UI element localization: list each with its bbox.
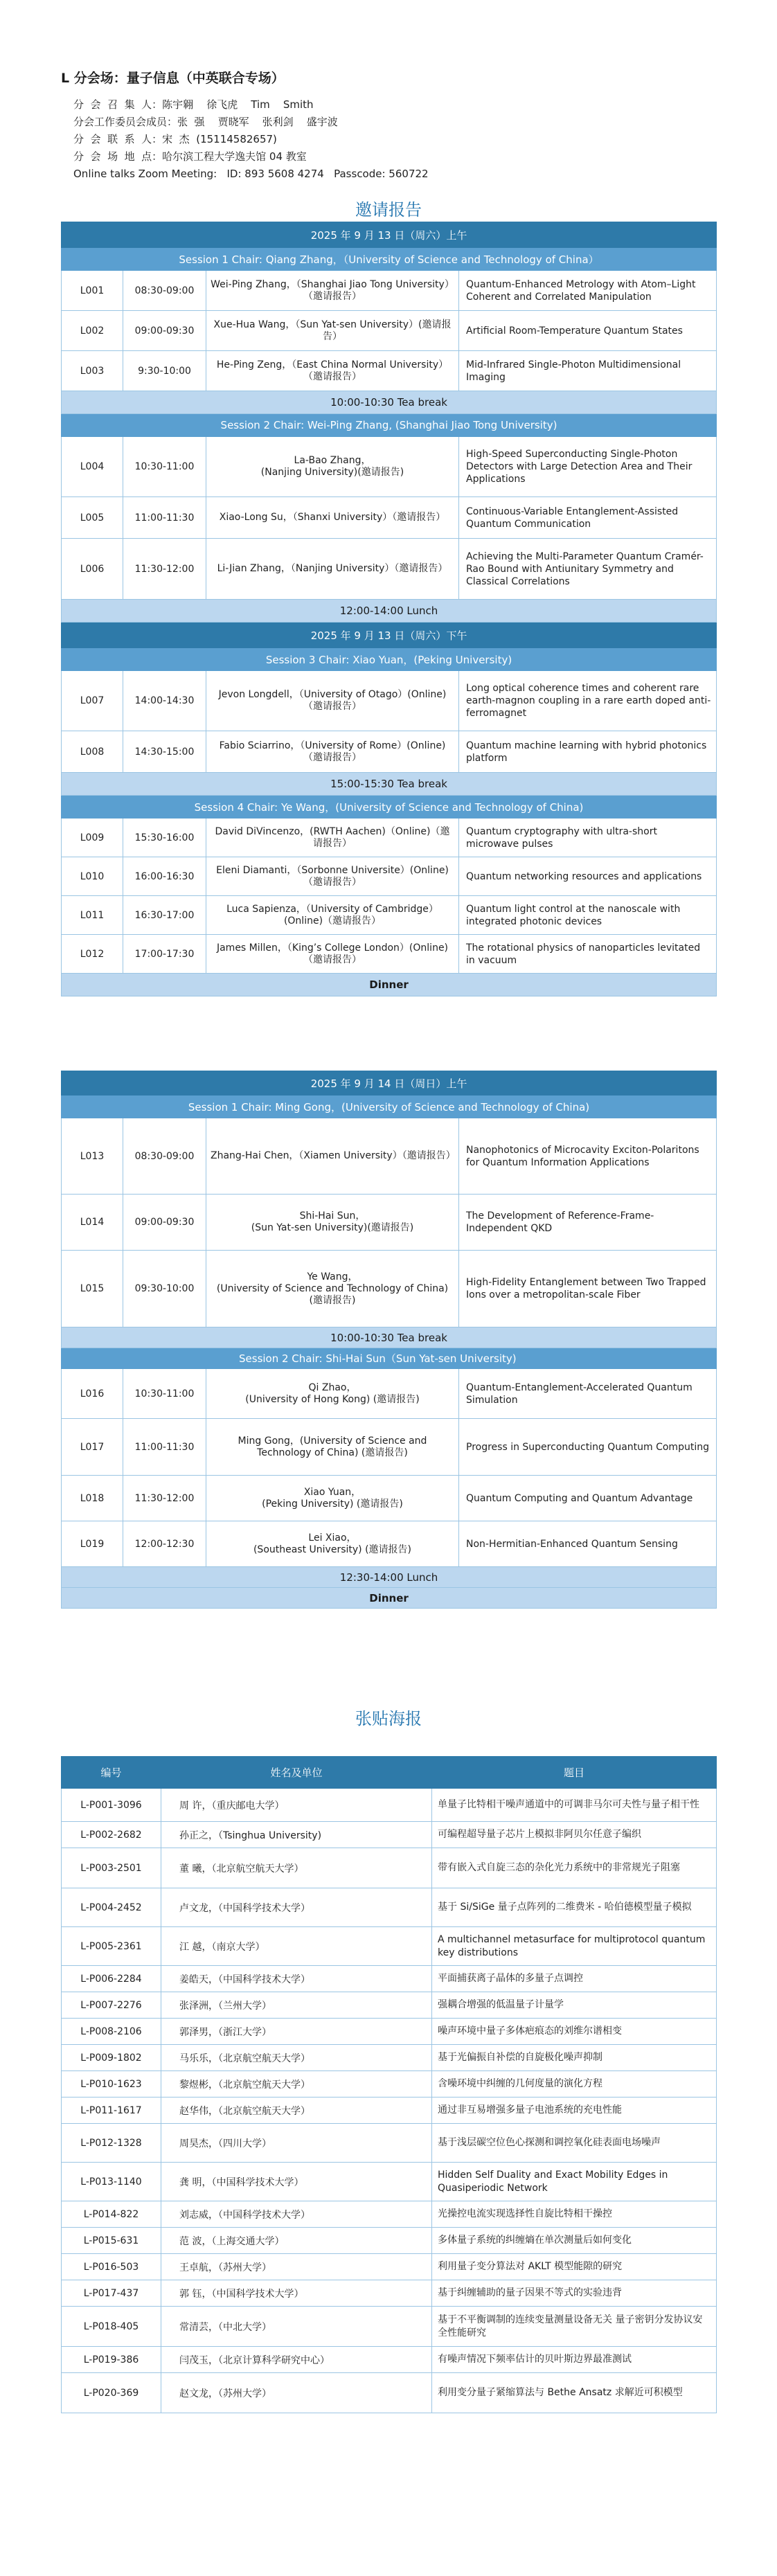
break-text: 10:00-10:30 Tea break: [62, 1327, 717, 1348]
table-row: [62, 1927, 717, 1966]
poster-title: 带有嵌入式自旋三态的杂化光力系统中的非常规光子阻塞: [432, 1848, 717, 1888]
poster-title: 平面捕获离子晶体的多量子点调控: [432, 1966, 717, 1992]
poster-author: 孙正之，（Tsinghua University): [161, 1822, 432, 1848]
dinner-row: [62, 974, 717, 996]
poster-id: L-P013-1140: [62, 2163, 161, 2201]
talk-speaker: Xue-Hua Wang，（Sun Yat-sen University）(邀请报告）: [206, 311, 459, 351]
tea-break-row: [62, 1327, 717, 1348]
lunch-row: [62, 600, 717, 623]
talk-speaker: James Millen，（King’s College London）(Online)（邀请报告）: [206, 935, 459, 974]
talk-title: The rotational physics of nanoparticles levitated in vacuum: [459, 935, 717, 974]
poster-title: 噪声环境中量子多体疤痕态的刘维尔谱相变: [432, 2019, 717, 2045]
poster-title: 基于纠缠辅助的量子因果不等式的实验违背: [432, 2280, 717, 2307]
table-row: [62, 935, 717, 974]
table-row: [62, 2228, 717, 2254]
poster-title: 基于浅层碳空位色心探测和调控氧化硅表面电场噪声: [432, 2124, 717, 2163]
talk-title: Quantum Computing and Quantum Advantage: [459, 1476, 717, 1521]
talk-time: 12:00-12:30: [123, 1521, 206, 1567]
talk-title: Quantum machine learning with hybrid photonics platform: [459, 731, 717, 773]
table-row: [62, 2254, 717, 2280]
schedule-day2-table: [61, 1071, 717, 1609]
header-line-committee: 分会工作委员会成员：张 强 贾晓军 张利剑 盛宇波: [73, 116, 338, 128]
break-text: 15:00-15:30 Tea break: [62, 773, 717, 796]
talk-speaker: Ming Gong，(University of Science and Technology of China) (邀请报告): [206, 1419, 459, 1476]
table-row: [62, 2280, 717, 2307]
talk-title: Artificial Room-Temperature Quantum States: [459, 311, 717, 351]
poster-title: 利用量子变分算法对 AKLT 模型能隙的研究: [432, 2254, 717, 2280]
talk-title: Nanophotonics of Microcavity Exciton-Polaritons for Quantum Information Applications: [459, 1118, 717, 1195]
talk-id: L009: [62, 819, 123, 857]
poster-title: 利用变分量子紧缩算法与 Bethe Ansatz 求解近可积模型: [432, 2373, 717, 2413]
poster-id: L-P012-1328: [62, 2124, 161, 2163]
table-row: [62, 2163, 717, 2201]
table-row: [62, 2124, 717, 2163]
talk-time: 11:30-12:00: [123, 539, 206, 600]
poster-author: 黎煜彬，（北京航空航天大学）: [161, 2071, 432, 2098]
day-header-text: 2025 年 9 月 14 日（周日）上午: [62, 1071, 717, 1095]
talk-time: 09:00-09:30: [123, 311, 206, 351]
poster-title: 基于 Si/SiGe 量子点阵列的二维费米 - 哈伯德模型量子模拟: [432, 1888, 717, 1927]
talk-title: High-Speed Superconducting Single-Photon Detectors with Large Detection Area and Their Applications: [459, 437, 717, 497]
table-row: [62, 1369, 717, 1419]
table-row: [62, 311, 717, 351]
talk-id: L016: [62, 1369, 123, 1419]
day-header-pm: [62, 623, 717, 648]
poster-id: L-P007-2276: [62, 1992, 161, 2019]
lunch-text: 12:30-14:00 Lunch: [62, 1567, 717, 1588]
column-header-id: 编号: [62, 1757, 161, 1789]
talk-speaker: Zhang-Hai Chen，（Xiamen University）（邀请报告）: [206, 1118, 459, 1195]
talk-title: Quantum-Entanglement-Accelerated Quantum Simulation: [459, 1369, 717, 1419]
talk-speaker: Xiao Yuan， (Peking University) (邀请报告): [206, 1476, 459, 1521]
talk-speaker: Luca Sapienza，（University of Cambridge）(Online)（邀请报告）: [206, 896, 459, 935]
poster-title: 基于不平衡调制的连续变量测量设备无关 量子密钥分发协议安全性能研究: [432, 2307, 717, 2347]
talk-time: 10:30-11:00: [123, 1369, 206, 1419]
talk-speaker: Xiao-Long Su，（Shanxi University）（邀请报告）: [206, 497, 459, 539]
poster-table: [61, 1756, 717, 2413]
talk-speaker: La-Bao Zhang， (Nanjing University)(邀请报告): [206, 437, 459, 497]
poster-author: 赵文龙，（苏州大学）: [161, 2373, 432, 2413]
talk-id: L007: [62, 671, 123, 731]
tea-break-row: [62, 773, 717, 796]
table-row: [62, 1419, 717, 1476]
poster-author: 马乐乐，（北京航空航天大学）: [161, 2045, 432, 2071]
session-chair-text: Session 1 Chair: Qiang Zhang，（University of Science and Technology of China）: [62, 248, 717, 271]
table-row: [62, 1195, 717, 1251]
poster-author: 郭 钰，（中国科学技术大学）: [161, 2280, 432, 2307]
talk-time: 15:30-16:00: [123, 819, 206, 857]
talk-title: Mid-Infrared Single-Photon Multidimensional Imaging: [459, 351, 717, 391]
poster-author: 张泽洲，（兰州大学）: [161, 1992, 432, 2019]
poster-author: 周 许，（重庆邮电大学）: [161, 1789, 432, 1822]
talk-time: 16:30-17:00: [123, 896, 206, 935]
table-row: [62, 2098, 717, 2124]
talk-title: High-Fidelity Entanglement between Two Trapped Ions over a metropolitan-scale Fiber: [459, 1251, 717, 1327]
talk-id: L002: [62, 311, 123, 351]
talk-time: 14:30-15:00: [123, 731, 206, 773]
conference-header: [61, 68, 726, 183]
poster-id: L-P008-2106: [62, 2019, 161, 2045]
talk-speaker: Shi-Hai Sun， (Sun Yat-sen University)(邀请报告): [206, 1195, 459, 1251]
poster-id: L-P016-503: [62, 2254, 161, 2280]
talk-speaker: Ye Wang， (University of Science and Technology of China)(邀请报告): [206, 1251, 459, 1327]
talk-id: L005: [62, 497, 123, 539]
table-row: [62, 2019, 717, 2045]
talk-title: Quantum light control at the nanoscale with integrated photonic devices: [459, 896, 717, 935]
talk-title: Continuous-Variable Entanglement-Assisted Quantum Communication: [459, 497, 717, 539]
table-row: [62, 2307, 717, 2347]
session-row: [62, 414, 717, 437]
table-row: [62, 437, 717, 497]
poster-author: 范 波，（上海交通大学）: [161, 2228, 432, 2254]
talk-title: Quantum-Enhanced Metrology with Atom–Light Coherent and Correlated Manipulation: [459, 271, 717, 311]
dinner-text: Dinner: [62, 1588, 717, 1609]
talk-title: Long optical coherence times and coherent rare earth-magnon coupling in a rare earth doped anti-ferromagnet: [459, 671, 717, 731]
poster-id: L-P014-822: [62, 2201, 161, 2228]
poster-id: L-P017-437: [62, 2280, 161, 2307]
poster-title: A multichannel metasurface for multiprotocol quantum key distributions: [432, 1927, 717, 1966]
talk-title: Achieving the Multi-Parameter Quantum Cramér-Rao Bound with Antiunitary Symmetry and Classical Correlations: [459, 539, 717, 600]
poster-title: 通过非互易增强多量子电池系统的充电性能: [432, 2098, 717, 2124]
poster-section-title: 张贴海报: [355, 1709, 422, 1728]
day-header-text: 2025 年 9 月 13 日（周六）下午: [62, 623, 717, 648]
table-row: [62, 1476, 717, 1521]
table-row: [62, 671, 717, 731]
table-row: [62, 2045, 717, 2071]
talk-time: 11:00-11:30: [123, 497, 206, 539]
talk-id: L001: [62, 271, 123, 311]
talk-speaker: Fabio Sciarrino，（University of Rome）(Online)（邀请报告）: [206, 731, 459, 773]
session-row: [62, 796, 717, 819]
session-chair-text: Session 2 Chair: Wei-Ping Zhang, (Shanghai Jiao Tong University): [62, 414, 717, 437]
header-line-contact: 分 会 联 系 人：宋 杰 (15114582657): [73, 133, 277, 145]
table-row: [62, 1822, 717, 1848]
poster-author: 姜皓天，（中国科学技术大学）: [161, 1966, 432, 1992]
talk-id: L008: [62, 731, 123, 773]
talk-id: L010: [62, 857, 123, 896]
talk-time: 10:30-11:00: [123, 437, 206, 497]
table-row: [62, 819, 717, 857]
session-row: [62, 1348, 717, 1369]
talk-title: Progress in Superconducting Quantum Computing: [459, 1419, 717, 1476]
dinner-text: Dinner: [62, 974, 717, 996]
poster-author: 常清芸，（中北大学）: [161, 2307, 432, 2347]
poster-title: 强耦合增强的低温量子计量学: [432, 1992, 717, 2019]
dinner-row: [62, 1588, 717, 1609]
talk-title: Quantum networking resources and applications: [459, 857, 717, 896]
invited-talks-title: 邀请报告: [355, 200, 422, 220]
session-chair-text: Session 4 Chair: Ye Wang，(University of Science and Technology of China): [62, 796, 717, 819]
poster-title: 单量子比特相干噪声通道中的可调非马尔可夫性与量子相干性: [432, 1789, 717, 1822]
talk-speaker: Lei Xiao， (Southeast University) (邀请报告): [206, 1521, 459, 1567]
poster-id: L-P015-631: [62, 2228, 161, 2254]
table-row: [62, 2347, 717, 2373]
day-header-am: [62, 1071, 717, 1095]
poster-title: 有噪声情况下频率估计的贝叶斯边界最准测试: [432, 2347, 717, 2373]
talk-time: 08:30-09:00: [123, 1118, 206, 1195]
talk-speaker: Qi Zhao， (University of Hong Kong) (邀请报告): [206, 1369, 459, 1419]
poster-author: 闫茂玉，（北京计算科学研究中心）: [161, 2347, 432, 2373]
poster-id: L-P004-2452: [62, 1888, 161, 1927]
poster-title: 基于光偏振自补偿的自旋极化噪声抑制: [432, 2045, 717, 2071]
talk-speaker: Eleni Diamanti，（Sorbonne Universite）(Online)（邀请报告）: [206, 857, 459, 896]
talk-id: L019: [62, 1521, 123, 1567]
talk-time: 14:00-14:30: [123, 671, 206, 731]
column-header-title: 题目: [432, 1757, 717, 1789]
table-row: [62, 1118, 717, 1195]
table-row: [62, 271, 717, 311]
poster-id: L-P011-1617: [62, 2098, 161, 2124]
poster-id: L-P006-2284: [62, 1966, 161, 1992]
talk-id: L018: [62, 1476, 123, 1521]
table-row: [62, 1992, 717, 2019]
day-header-text: 2025 年 9 月 13 日（周六）上午: [62, 222, 717, 248]
poster-id: L-P003-2501: [62, 1848, 161, 1888]
talk-id: L006: [62, 539, 123, 600]
talk-id: L003: [62, 351, 123, 391]
talk-speaker: Li-Jian Zhang，（Nanjing University）（邀请报告）: [206, 539, 459, 600]
poster-id: L-P002-2682: [62, 1822, 161, 1848]
lunch-row: [62, 1567, 717, 1588]
header-line-location: 分 会 场 地 点：哈尔滨工程大学逸夫馆 04 教室: [73, 150, 307, 163]
poster-title: 多体量子系统的纠缠熵在单次测量后如何变化: [432, 2228, 717, 2254]
table-row: [62, 1789, 717, 1822]
poster-title: Hidden Self Duality and Exact Mobility Edges in Quasiperiodic Network: [432, 2163, 717, 2201]
column-header-name: 姓名及单位: [161, 1757, 432, 1789]
poster-author: 郭泽男，（浙江大学）: [161, 2019, 432, 2045]
poster-id: L-P001-3096: [62, 1789, 161, 1822]
poster-id: L-P005-2361: [62, 1927, 161, 1966]
schedule-day1-table: [61, 222, 717, 996]
poster-author: 周昊杰，（四川大学）: [161, 2124, 432, 2163]
break-text: 10:00-10:30 Tea break: [62, 391, 717, 414]
table-row: [62, 896, 717, 935]
table-row: [62, 1521, 717, 1567]
talk-id: L014: [62, 1195, 123, 1251]
talk-time: 11:30-12:00: [123, 1476, 206, 1521]
poster-author: 赵华伟，（北京航空航天大学）: [161, 2098, 432, 2124]
talk-time: 11:00-11:30: [123, 1419, 206, 1476]
session-row: [62, 248, 717, 271]
table-row: [62, 1888, 717, 1927]
talk-time: 08:30-09:00: [123, 271, 206, 311]
poster-title: 可编程超导量子芯片上模拟非阿贝尔任意子编织: [432, 1822, 717, 1848]
poster-id: L-P010-1623: [62, 2071, 161, 2098]
talk-time: 9:30-10:00: [123, 351, 206, 391]
table-row: [62, 351, 717, 391]
header-line-conveners: 分 会 召 集 人：陈宇翱 徐飞虎 Tim Smith: [73, 98, 314, 111]
poster-title: 含噪环境中纠缠的几何度量的演化方程: [432, 2071, 717, 2098]
table-row: [62, 1966, 717, 1992]
session-row: [62, 1095, 717, 1118]
talk-time: 16:00-16:30: [123, 857, 206, 896]
talk-title: Non-Hermitian-Enhanced Quantum Sensing: [459, 1521, 717, 1567]
poster-author: 龚 明，（中国科学技术大学）: [161, 2163, 432, 2201]
table-row: [62, 2373, 717, 2413]
talk-id: L015: [62, 1251, 123, 1327]
poster-author: 江 越，（南京大学）: [161, 1927, 432, 1966]
talk-speaker: David DiVincenzo，(RWTH Aachen)（Online)（邀请报告）: [206, 819, 459, 857]
table-row: [62, 1251, 717, 1327]
talk-id: L004: [62, 437, 123, 497]
session-chair-text: Session 1 Chair: Ming Gong，(University of Science and Technology of China): [62, 1095, 717, 1118]
talk-time: 09:30-10:00: [123, 1251, 206, 1327]
header-line-zoom: Online talks Zoom Meeting: ID: 893 5608 4274 Passcode: 560722: [73, 168, 429, 180]
day-header-am: [62, 222, 717, 248]
poster-id: L-P020-369: [62, 2373, 161, 2413]
talk-time: 17:00-17:30: [123, 935, 206, 974]
talk-title: Quantum cryptography with ultra-short microwave pulses: [459, 819, 717, 857]
lunch-text: 12:00-14:00 Lunch: [62, 600, 717, 623]
table-row: [62, 1848, 717, 1888]
poster-id: L-P019-386: [62, 2347, 161, 2373]
tea-break-row: [62, 391, 717, 414]
table-row: [62, 857, 717, 896]
talk-speaker: Wei-Ping Zhang，（Shanghai Jiao Tong University）（邀请报告）: [206, 271, 459, 311]
talk-title: The Development of Reference-Frame-Independent QKD: [459, 1195, 717, 1251]
talk-speaker: Jevon Longdell，（University of Otago）(Online)（邀请报告）: [206, 671, 459, 731]
poster-id: L-P018-405: [62, 2307, 161, 2347]
talk-id: L013: [62, 1118, 123, 1195]
table-row: [62, 497, 717, 539]
poster-id: L-P009-1802: [62, 2045, 161, 2071]
table-row: [62, 731, 717, 773]
poster-author: 王卓航，（苏州大学）: [161, 2254, 432, 2280]
poster-header-row: [62, 1757, 717, 1789]
table-row: [62, 539, 717, 600]
poster-title: 光操控电流实现选择性自旋比特相干操控: [432, 2201, 717, 2228]
talk-speaker: He-Ping Zeng，（East China Normal University）（邀请报告）: [206, 351, 459, 391]
talk-id: L012: [62, 935, 123, 974]
talk-id: L011: [62, 896, 123, 935]
session-chair-text: Session 2 Chair: Shi-Hai Sun（Sun Yat-sen University): [62, 1348, 717, 1369]
table-row: [62, 2201, 717, 2228]
poster-author: 卢文龙，（中国科学技术大学）: [161, 1888, 432, 1927]
session-venue-title: L 分会场：量子信息（中英联合专场）: [61, 71, 285, 86]
poster-author: 刘志威，（中国科学技术大学）: [161, 2201, 432, 2228]
session-row: [62, 648, 717, 671]
session-chair-text: Session 3 Chair: Xiao Yuan，(Peking University): [62, 648, 717, 671]
talk-time: 09:00-09:30: [123, 1195, 206, 1251]
table-row: [62, 2071, 717, 2098]
poster-author: 董 曦，（北京航空航天大学）: [161, 1848, 432, 1888]
talk-id: L017: [62, 1419, 123, 1476]
